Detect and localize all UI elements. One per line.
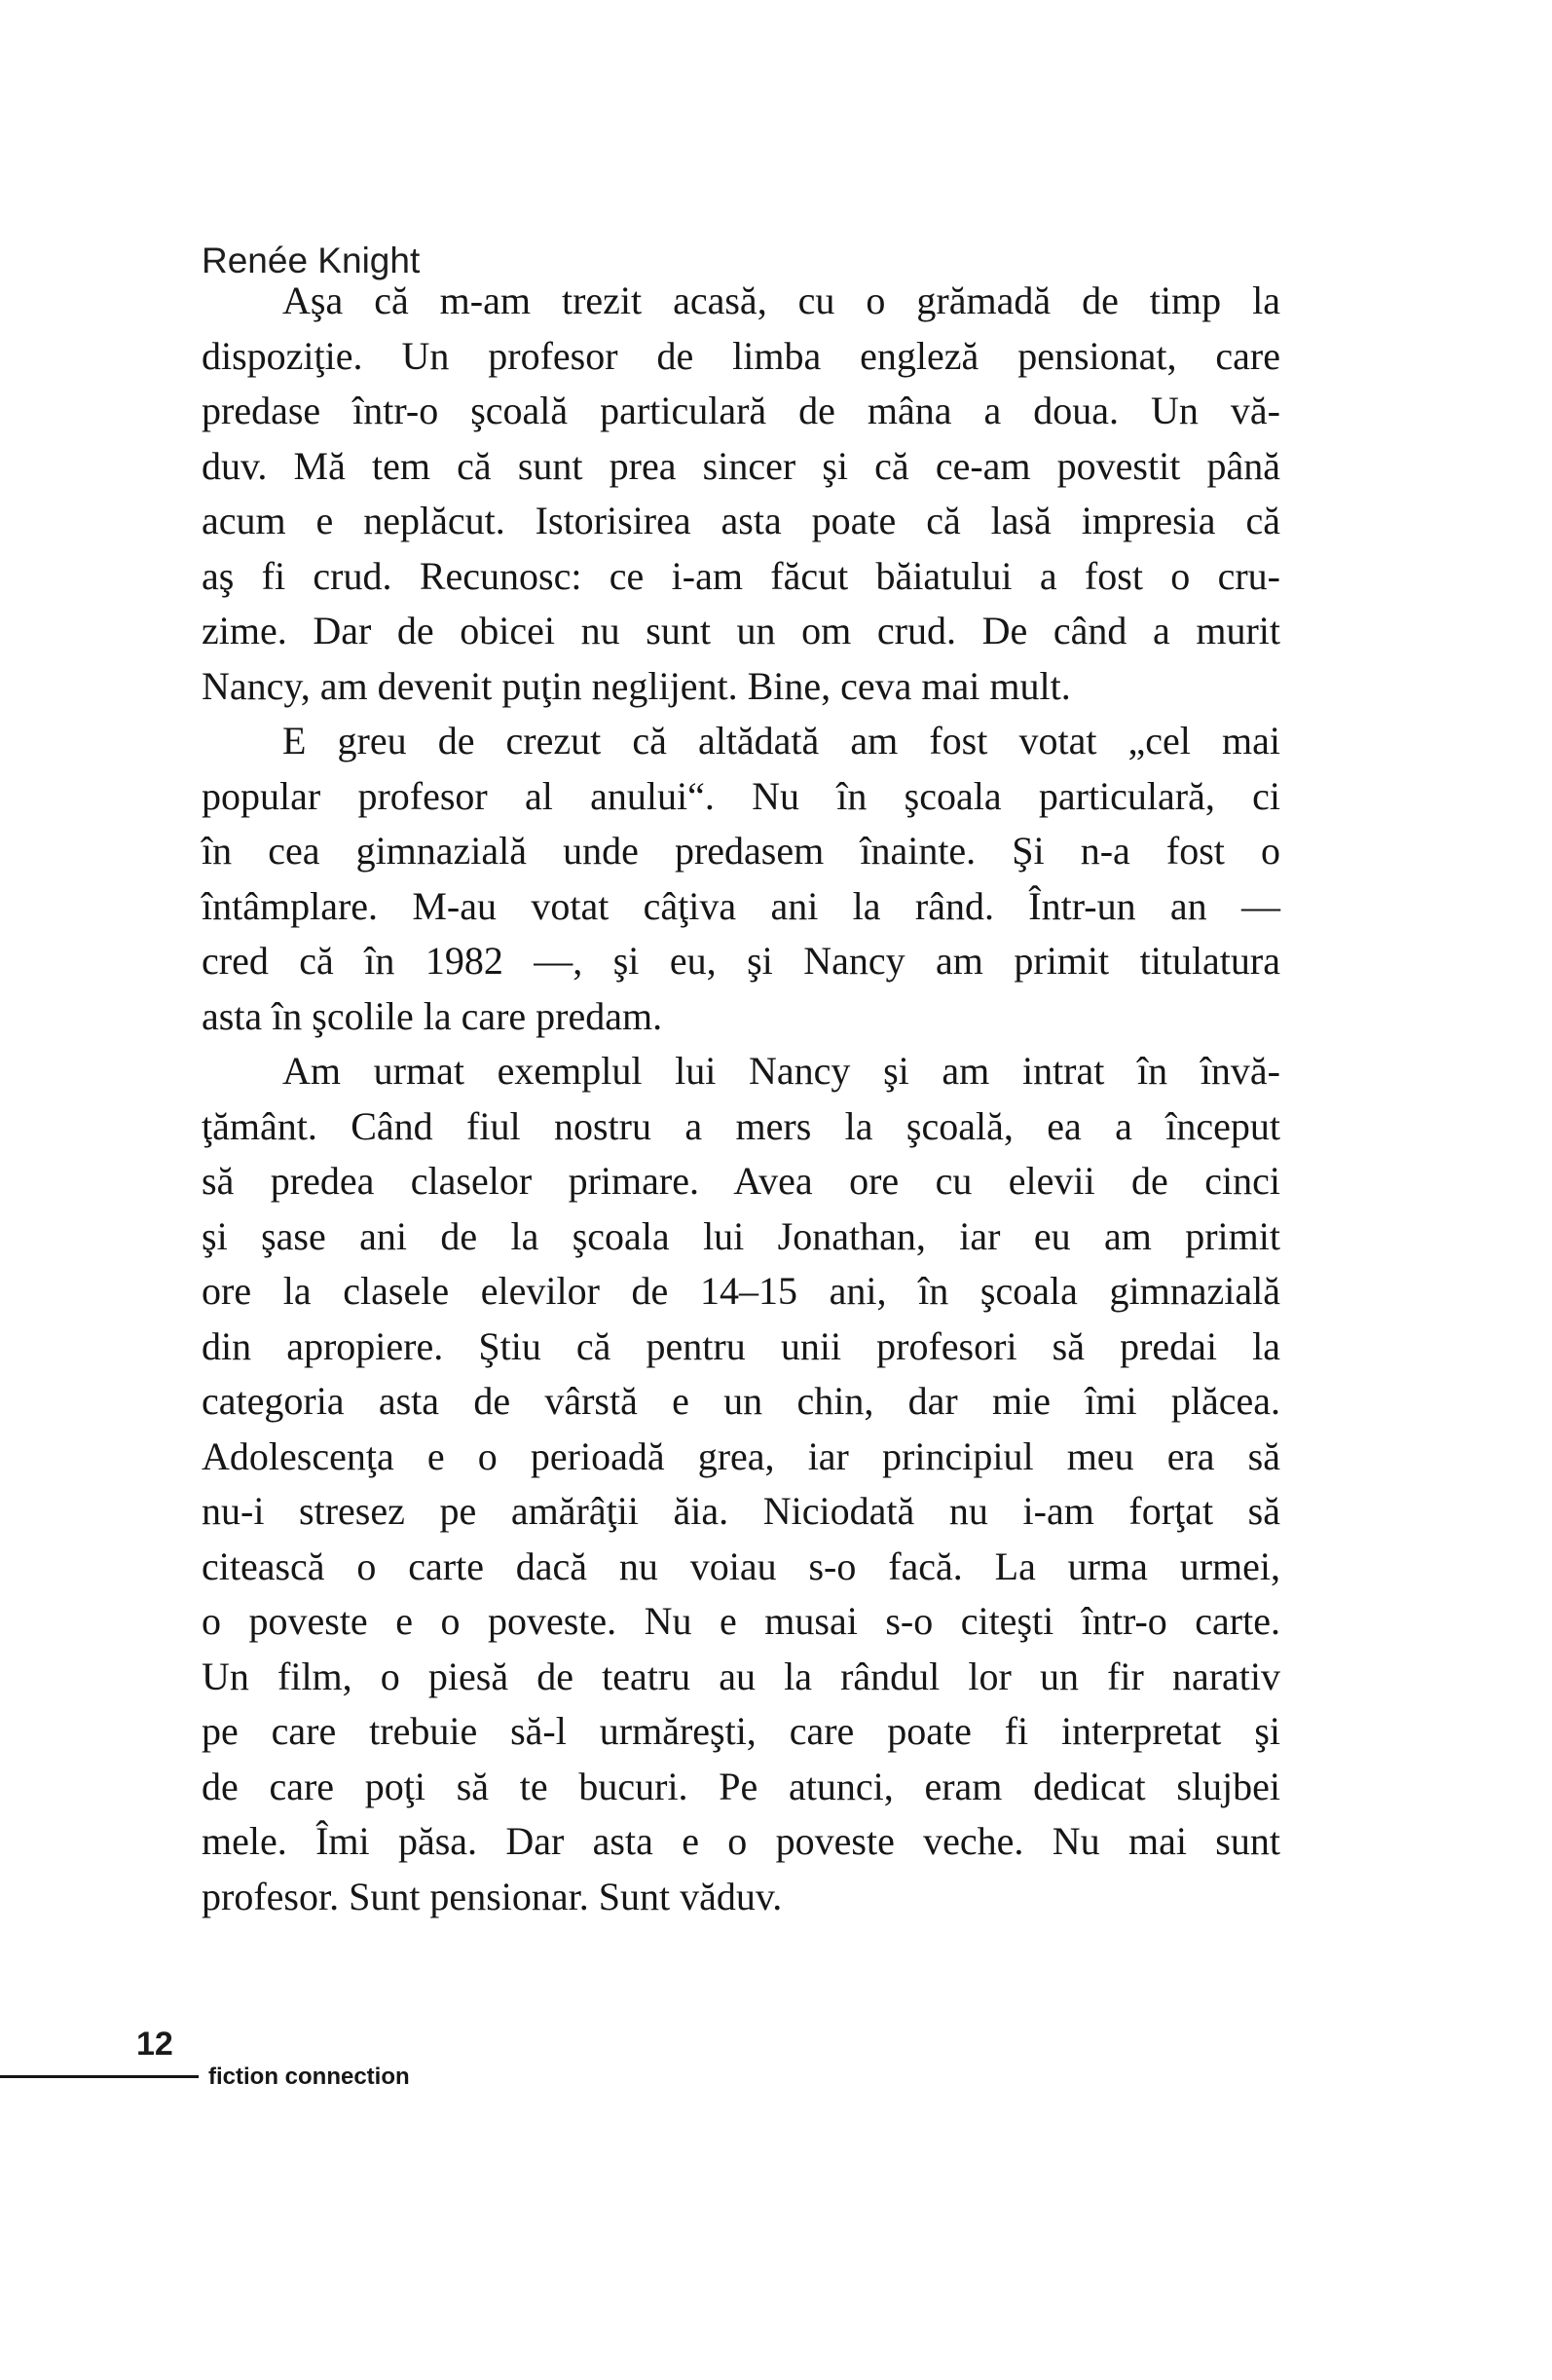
imprint-label: fiction connection: [208, 2064, 410, 2090]
text-line: de care poţi să te bucuri. Pe atunci, eram dedicat slujbei: [202, 1764, 1280, 1808]
body-text: [202, 274, 1280, 1924]
text-line: o poveste e o poveste. Nu e musai s-o citeşti într-o carte.: [202, 1599, 1280, 1643]
text-line: acum e neplăcut. Istorisirea asta poate că lasă impresia că: [202, 499, 1280, 542]
text-line: Nancy, am devenit puţin neglijent. Bine, ceva mai mult.: [202, 663, 1071, 708]
text-line: zime. Dar de obicei nu sunt un om crud. De când a murit: [202, 609, 1280, 652]
paragraph: [202, 714, 1280, 1044]
text-line: pe care trebuie să-l urmăreşti, care poate fi interpretat şi: [202, 1709, 1280, 1753]
text-line: asta în şcolile la care predam.: [202, 993, 663, 1038]
text-line: Un film, o piesă de teatru au la rândul lor un fir narativ: [202, 1654, 1280, 1698]
text-line: ore la clasele elevilor de 14–15 ani, în şcoala gimnazială: [202, 1269, 1280, 1313]
text-line: Am urmat exemplul lui Nancy şi am intrat în învă-: [282, 1049, 1280, 1093]
text-line: aş fi crud. Recunosc: ce i-am făcut băiatului a fost o cru-: [202, 553, 1280, 598]
text-line: întâmplare. M-au votat câţiva ani la rând. Într-un an —: [202, 883, 1280, 928]
page-number: 12: [136, 2026, 173, 2063]
paragraph: [202, 274, 1280, 714]
text-line: profesor. Sunt pensionar. Sunt văduv.: [202, 1874, 783, 1918]
text-line: în cea gimnazială unde predasem înainte. Şi n-a fost o: [202, 829, 1280, 873]
text-line: popular profesor al anului“. Nu în şcoala particulară, ci: [202, 773, 1280, 818]
text-line: nu-i stresez pe amărâţii ăia. Niciodată nu i-am forţat să: [202, 1489, 1280, 1533]
text-line: cred că în 1982 —, şi eu, şi Nancy am primit titulatura: [202, 939, 1280, 983]
text-line: dispoziţie. Un profesor de limba engleză pensionat, care: [202, 333, 1280, 378]
text-line: citească o carte dacă nu voiau s-o facă. La urma urmei,: [202, 1543, 1280, 1588]
text-line: şi şase ani de la şcoala lui Jonathan, iar eu am primit: [202, 1213, 1280, 1258]
text-line: mele. Îmi păsa. Dar asta e o poveste veche. Nu mai sunt: [202, 1819, 1280, 1863]
text-line: din apropiere. Ştiu că pentru unii profesori să predai la: [202, 1323, 1280, 1368]
footer-rule: [0, 2075, 199, 2078]
text-line: categoria asta de vârstă e un chin, dar mie îmi plăcea.: [202, 1379, 1280, 1423]
text-line: Adolescenţa e o perioadă grea, iar principiul meu era să: [202, 1433, 1280, 1478]
text-line: Aşa că m-am trezit acasă, cu o grămadă de timp la: [282, 279, 1280, 322]
text-line: ţământ. Când fiul nostru a mers la şcoală, ea a început: [202, 1103, 1280, 1148]
paragraph: [202, 1044, 1280, 1924]
text-line: duv. Mă tem că sunt prea sincer şi că ce-am povestit până: [202, 443, 1280, 488]
author-header: Renée Knight: [202, 241, 421, 280]
text-line: predase într-o şcoală particulară de mâna a doua. Un vă-: [202, 389, 1280, 432]
text-line: să predea claselor primare. Avea ore cu elevii de cinci: [202, 1159, 1280, 1203]
text-line: E greu de crezut că altădată am fost votat „cel mai: [282, 719, 1280, 762]
